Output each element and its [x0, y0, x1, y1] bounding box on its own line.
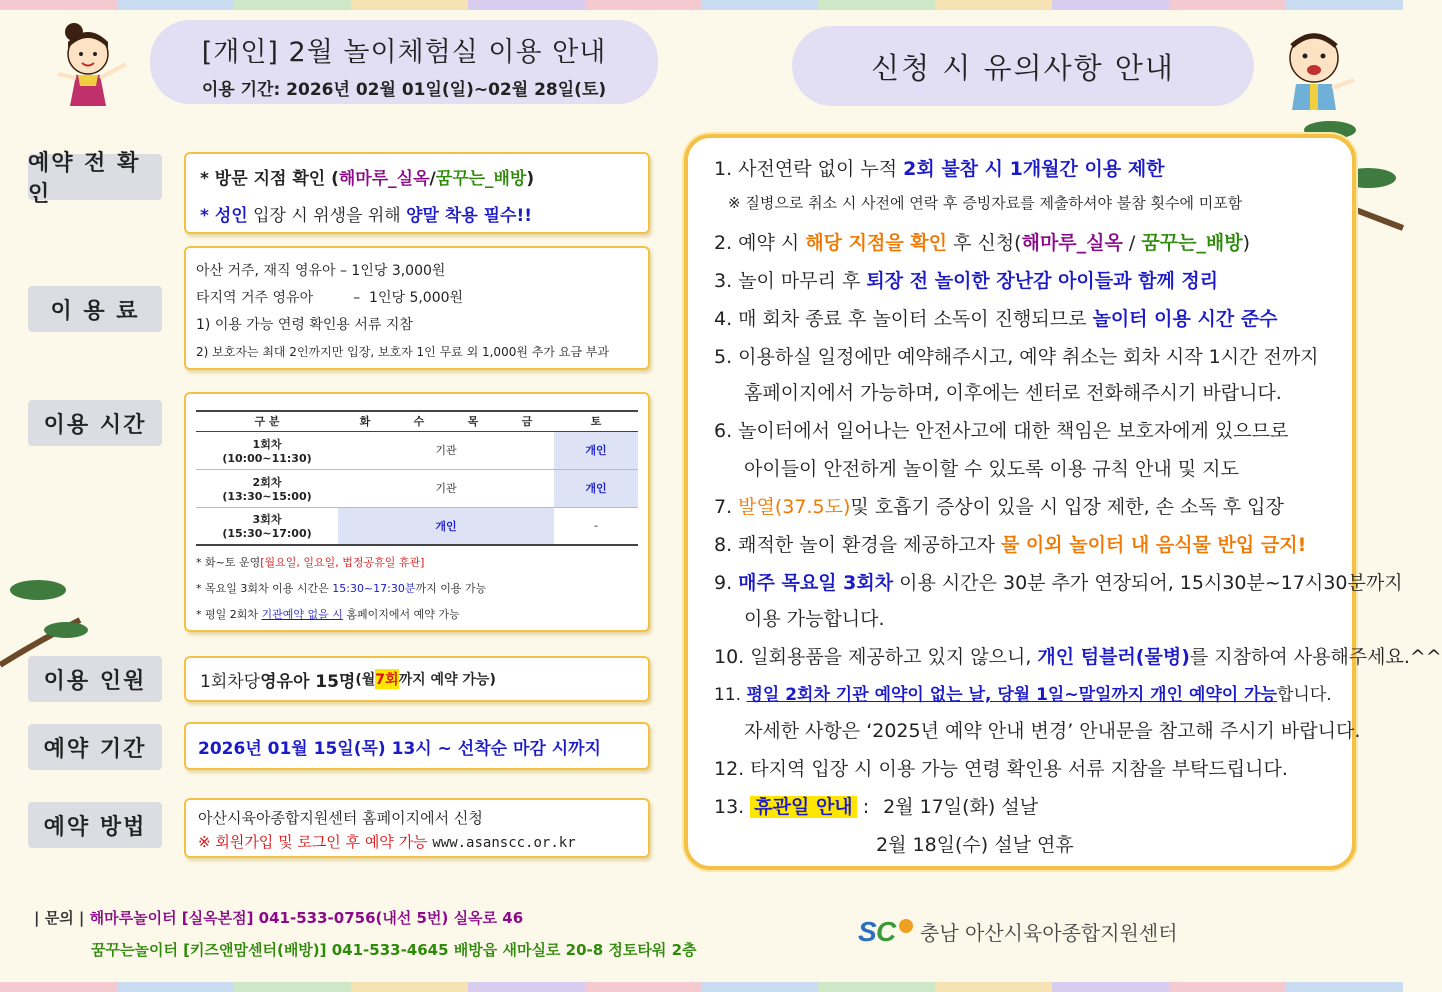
org-name: 충남 아산시육아종합지원센터: [920, 920, 1178, 945]
pine-branch-left-decoration: [0, 560, 90, 670]
period-box: [184, 722, 650, 770]
page-title: [개인] 2월 놀이체험실 이용 안내: [201, 37, 607, 68]
note-5a: 5. 이용하실 일정에만 예약해주시고, 예약 취소는 회차 시작 1시간 전까지: [714, 346, 1319, 368]
note-9b: 이용 가능합니다.: [744, 608, 885, 630]
method-line: 아산시육아종합지원센터 홈페이지에서 신청: [198, 809, 483, 827]
fee-nonresident: 타지역 거주 영유아 – 1인당 5,000원: [196, 290, 464, 306]
right-header-pill: [792, 26, 1254, 106]
weekday-cell: 기관: [338, 469, 554, 507]
closed-day-badge: 휴관일 안내: [750, 796, 856, 818]
time-notes: [196, 550, 638, 628]
col-header: 목: [446, 411, 500, 431]
schedule-row: [196, 431, 638, 469]
note-11b: 자세한 사항은 ‘2025년 예약 안내 변경’ 안내문을 참고해 주시기 바랍니다.: [744, 720, 1361, 742]
confirm-box: [184, 152, 650, 234]
time-label: 이용 시간: [28, 400, 162, 446]
bottom-color-stripe: [0, 982, 1403, 992]
confirm-branch-line: * 방문 지점 확인 (해마루_실옥/꿈꾸는_배방): [200, 169, 535, 189]
note-12: 12. 타지역 입장 시 이용 가능 연령 확인용 서류 지참을 부탁드립니다.: [714, 758, 1288, 780]
fee-resident: 아산 거주, 재직 영유아 – 1인당 3,000원: [196, 263, 446, 279]
contact-label: | 문의 |: [34, 909, 85, 927]
left-header-pill: [150, 20, 658, 104]
contact-haemaru: 해마루놀이터 [실옥본점] 041-533-0756(내선 5번) 실옥로 46: [89, 909, 524, 927]
col-header: 화: [338, 411, 392, 431]
note-3: 3. 놀이 마무리 후 퇴장 전 놀이한 장난감 아이들과 함께 정리: [714, 270, 1219, 292]
scc-logo-icon: [858, 914, 916, 948]
branch-haemaru: 해마루_실옥: [338, 169, 430, 189]
method-label: 예약 방법: [28, 802, 162, 848]
org-reservation-link: 기관예약 없을 시: [261, 608, 343, 621]
note-10: 10. 일회용품을 제공하고 있지 않으니, 개인 텀블러(물병)를 지참하여 사용해주세요.^^: [714, 646, 1442, 668]
contact-info: [34, 902, 697, 966]
branch-kkumkkuneun: 꿈꾸는_배방: [435, 169, 527, 189]
note-4: 4. 매 회차 종료 후 놀이터 소독이 진행되므로 놀이터 이용 시간 준수: [714, 308, 1278, 330]
closed-day-1: 2월 17일(화) 설날: [883, 796, 1039, 818]
fee-box: [184, 246, 650, 370]
note-13: 13. 휴관일 안내 : 2월 17일(화) 설날: [714, 796, 1039, 818]
org-logo: [858, 914, 1178, 948]
usage-period: 이용 기간: 2026년 02월 01일(일)~02월 28일(토): [201, 80, 607, 100]
top-color-stripe: [0, 0, 1403, 10]
socks-required: 양말 착용 필수!!: [406, 206, 532, 226]
fee-note-1: 1) 이용 가능 연령 확인용 서류 지참: [196, 317, 413, 333]
session-cell: 3회차 (15:30~17:00): [196, 507, 338, 545]
note-7: 7. 발열(37.5도)및 호흡기 증상이 있을 시 입장 제한, 손 소독 후 입장: [714, 496, 1284, 518]
col-header: 금: [500, 411, 554, 431]
session-cell: 1회차 (10:00~11:30): [196, 431, 338, 469]
note-6b: 아이들이 안전하게 놀이할 수 있도록 이용 규칙 안내 및 지도: [744, 458, 1239, 480]
note-1: 1. 사전연락 없이 누적 2회 불참 시 1개월간 이용 제한: [714, 158, 1165, 180]
note-2: 2. 예약 시 해당 지점을 확인 후 신청(해마루_실옥 / 꿈꾸는_배방): [714, 232, 1251, 254]
note-1-sub: ※ 질병으로 취소 시 사전에 연락 후 증빙자료를 제출하셔야 불참 횟수에 미포함: [728, 194, 1243, 212]
col-header: 구 분: [196, 411, 338, 431]
capacity-label: 이용 인원: [28, 656, 162, 702]
girl-character-illustration: [52, 20, 132, 110]
schedule-row: [196, 469, 638, 507]
period-label: 예약 기간: [28, 724, 162, 770]
time-note-3: * 평일 2회차 기관예약 없을 시 홈페이지에서 예약 가능: [196, 608, 460, 621]
contact-kkumkkuneun: 꿈꾸는놀이터 [키즈앤맘센터(배방)] 041-533-4645 배방읍 새마실로 20-8 정토타워 2층: [91, 941, 697, 959]
fee-label: 이 용 료: [28, 286, 162, 332]
weekday-cell: 기관: [338, 431, 554, 469]
svg-text:S: S: [858, 916, 877, 947]
adult-highlight: 성인: [214, 206, 248, 226]
weekday-cell: 개인: [338, 507, 554, 545]
reservation-period: 2026년 01월 15일(목) 13시 ~ 선착순 마감 시까지: [198, 738, 601, 759]
capacity-box: 1회차당 영유아 15명 (월 7회 까지 예약 가능): [184, 656, 650, 702]
method-login-line: ※ 회원가입 및 로그인 후 예약 가능 www.asanscc.or.kr: [198, 833, 576, 851]
monthly-limit: 7회: [375, 669, 398, 689]
website-url[interactable]: www.asanscc.or.kr: [432, 835, 576, 851]
confirm-socks-line: * 성인 입장 시 위생을 위해 양말 착용 필수!!: [200, 206, 532, 226]
time-note-1: * 화~토 운영[월요일, 일요일, 법정공휴일 휴관]: [196, 556, 425, 569]
col-header: 수: [392, 411, 446, 431]
boy-character-illustration: [1270, 24, 1358, 110]
schedule-header-row: [196, 411, 638, 431]
saturday-cell: 개인: [554, 469, 638, 507]
note-8: 8. 쾌적한 놀이 환경을 제공하고자 물 이외 놀이터 내 음식물 반입 금지!: [714, 534, 1307, 556]
fee-note-2: 2) 보호자는 최대 2인까지만 입장, 보호자 1인 무료 외 1,000원 추가 요금 부과: [196, 345, 609, 359]
confirm-label: 예약 전 확인: [28, 154, 162, 200]
note-11a: 11. 평일 2회차 기관 예약이 없는 날, 당월 1일~말일까지 개인 예약이 가능합니다.: [714, 685, 1332, 705]
svg-text:C: C: [876, 916, 897, 947]
notice-title: 신청 시 유의사항 안내: [871, 50, 1175, 85]
capacity-count: 영유아 15명: [260, 671, 356, 692]
note-5b: 홈페이지에서 가능하며, 이후에는 센터로 전화해주시기 바랍니다.: [744, 382, 1282, 404]
col-header: 토: [554, 411, 638, 431]
note-9a: 9. 매주 목요일 3회차 이용 시간은 30분 추가 연장되어, 15시30분~17시30분까지: [714, 572, 1403, 594]
saturday-cell: 개인: [554, 431, 638, 469]
time-note-2: * 목요일 3회차 이용 시간은 15:30~17:30분까지 이용 가능: [196, 582, 487, 595]
closed-day-2: 2월 18일(수) 설날 연휴: [876, 834, 1074, 856]
method-box: [184, 798, 650, 858]
saturday-cell: -: [554, 507, 638, 545]
note-6a: 6. 놀이터에서 일어나는 안전사고에 대한 책임은 보호자에게 있으므로: [714, 420, 1289, 442]
time-box: [184, 392, 650, 632]
schedule-table: [196, 410, 638, 546]
schedule-row: [196, 507, 638, 545]
session-cell: 2회차 (13:30~15:00): [196, 469, 338, 507]
notice-panel: [684, 134, 1442, 870]
